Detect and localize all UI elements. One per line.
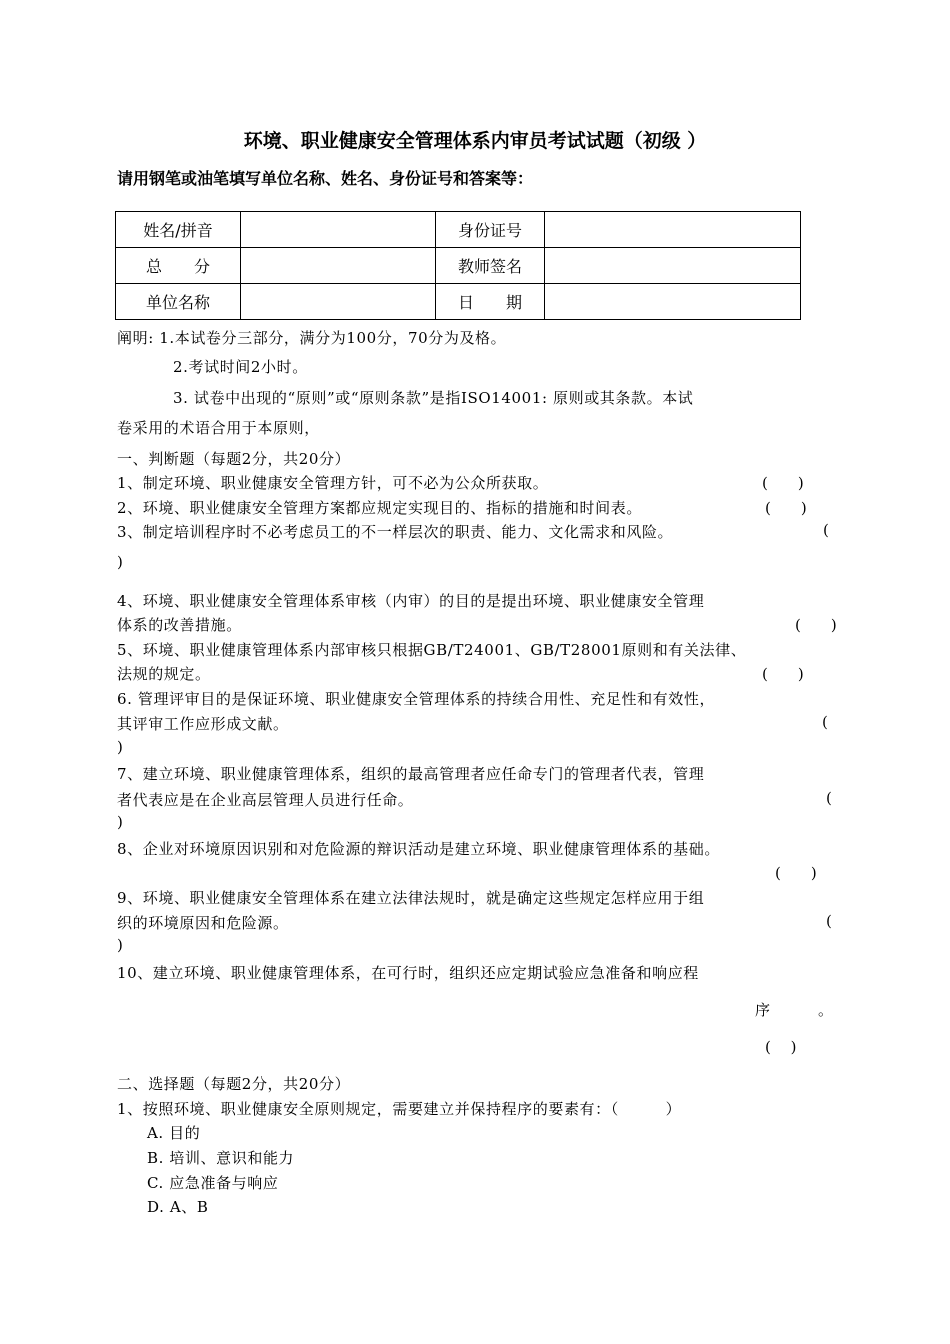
question-9b: 织的环境原因和危险源。 <box>117 914 289 932</box>
answer-blank[interactable]: ( ) <box>775 864 817 882</box>
answer-blank-close: ) <box>117 738 123 756</box>
page-title: 环境、职业健康安全管理体系内审员考试试题（初级 ） <box>243 130 707 152</box>
question-10b: 序 <box>755 1001 771 1019</box>
table-row <box>116 212 801 248</box>
answer-blank-open[interactable]: ( <box>823 521 829 539</box>
answer-blank-open[interactable]: ( <box>826 912 832 930</box>
name-field[interactable] <box>241 212 436 248</box>
name-label: 姓名/拼音 <box>116 212 241 248</box>
notes-line-3a: 3. 试卷中出现的“原则”或“原则条款”是指ISO14001: 原则或其条款。本试 <box>173 389 694 407</box>
teacher-field[interactable] <box>545 248 801 284</box>
question-4b: 体系的改善措施。 <box>117 616 242 634</box>
question-8: 8、企业对环境原因识别和对危险源的辩识活动是建立环境、职业健康管理体系的基础。 <box>117 840 720 858</box>
id-field[interactable] <box>545 212 801 248</box>
question-4a: 4、环境、职业健康安全管理体系审核（内审）的目的是提出环境、职业健康安全管理 <box>117 592 705 610</box>
question-6b: 其评审工作应形成文献。 <box>117 715 289 733</box>
question-3: 3、制定培训程序时不必考虑员工的不一样层次的职责、能力、文化需求和风险。 <box>117 523 674 541</box>
question-5b: 法规的规定。 <box>117 665 211 683</box>
instruction-text: 请用钢笔或油笔填写单位名称、姓名、身份证号和答案等： <box>117 169 534 188</box>
date-field[interactable] <box>545 284 801 320</box>
answer-blank-close: ) <box>117 813 123 831</box>
date-label: 日 期 <box>436 284 545 320</box>
score-field[interactable] <box>241 248 436 284</box>
question-7b: 者代表应是在企业高层管理人员进行任命。 <box>117 791 414 809</box>
answer-blank[interactable]: ( ) <box>765 499 807 517</box>
unit-field[interactable] <box>241 284 436 320</box>
answer-blank[interactable]: ( ) <box>795 616 837 634</box>
question-9a: 9、环境、职业健康安全管理体系在建立法律法规时，就是确定这些规定怎样应用于组 <box>117 889 705 907</box>
table-row <box>116 284 801 320</box>
choice-question-1: 1、按照环境、职业健康安全原则规定，需要建立并保持程序的要素有：（ ） <box>117 1100 682 1118</box>
table-row <box>116 248 801 284</box>
question-1: 1、制定环境、职业健康安全管理方针，可不必为公众所获取。 <box>117 474 549 492</box>
question-5a: 5、环境、职业健康管理体系内部审核只根据GB/T24001、GB/T28001原则和有关法律、 <box>117 641 747 659</box>
question-10c: 。 <box>818 1001 834 1019</box>
answer-blank[interactable]: ( ) <box>765 1038 797 1056</box>
notes-line-1: 阐明: 1.本试卷分三部分，满分为100分，70分为及格。 <box>117 329 507 347</box>
question-6a: 6. 管理评审目的是保证环境、职业健康安全管理体系的持续合用性、充足性和有效性， <box>117 690 716 708</box>
teacher-label: 教师签名 <box>436 248 545 284</box>
info-table <box>115 211 801 320</box>
notes-line-3b: 卷采用的术语合用于本原则， <box>117 419 320 437</box>
section-1-heading: 一、判断题（每题2分，共20分） <box>117 450 351 468</box>
option-a[interactable]: A. 目的 <box>147 1124 201 1142</box>
id-label: 身份证号 <box>436 212 545 248</box>
answer-blank-open[interactable]: ( <box>822 713 828 731</box>
answer-blank-open[interactable]: ( <box>826 789 832 807</box>
answer-blank[interactable]: ( ) <box>762 665 804 683</box>
unit-label: 单位名称 <box>116 284 241 320</box>
question-10a: 10、建立环境、职业健康管理体系，在可行时，组织还应定期试验应急准备和响应程 <box>117 964 699 982</box>
section-2-heading: 二、选择题（每题2分，共20分） <box>117 1075 351 1093</box>
answer-blank-close: ) <box>117 553 123 571</box>
notes-line-2: 2.考试时间2小时。 <box>173 358 308 376</box>
option-b[interactable]: B. 培训、意识和能力 <box>147 1149 295 1167</box>
score-label: 总 分 <box>116 248 241 284</box>
answer-blank-close: ) <box>117 936 123 954</box>
option-d[interactable]: D. A、B <box>147 1198 209 1216</box>
answer-blank[interactable]: ( ) <box>762 474 804 492</box>
question-7a: 7、建立环境、职业健康管理体系，组织的最高管理者应任命专门的管理者代表，管理 <box>117 765 705 783</box>
question-2: 2、环境、职业健康安全管理方案都应规定实现目的、指标的措施和时间表。 <box>117 499 642 517</box>
option-c[interactable]: C. 应急准备与响应 <box>147 1174 279 1192</box>
